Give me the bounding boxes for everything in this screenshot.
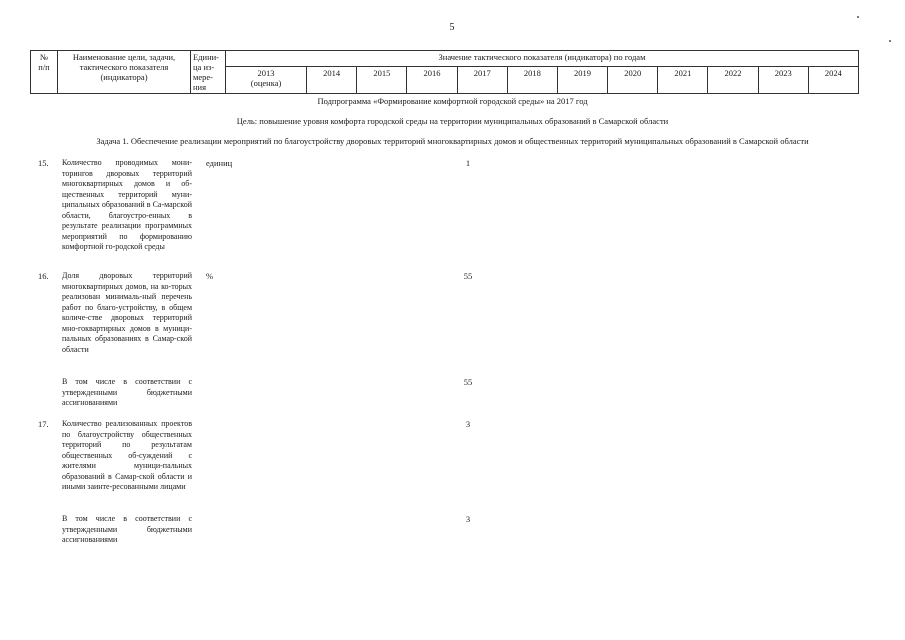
scan-speck bbox=[857, 16, 859, 18]
row-indicator-text: Доля дворовых территорий многоквартирных домов, на ко-торых реализован минималь-ный перечень работ по благо-устройству, в общем количе-стве дворовых территорий мно-гоквартирных домов в муници-пальных образованиях в Самар-ской области bbox=[62, 271, 192, 354]
row-number: 17. bbox=[38, 419, 49, 429]
year-2015: 2015 bbox=[357, 66, 407, 93]
name-header: Наименование цели, задачи, тактического показателя (индикатора) bbox=[58, 51, 191, 94]
row-indicator-text: Количество реализованных проектов по благоустройству общественных территорий по результатам общественных об-суждений с жителями муници-пальных образований в Самар-ской области и иными заинте-ресованными лицами bbox=[62, 419, 192, 491]
row-value-2017: 1 bbox=[465, 158, 471, 168]
page-number: 5 bbox=[449, 22, 455, 33]
year-2023: 2023 bbox=[758, 66, 808, 93]
row-indicator-text: В том числе в соответствии с утвержденными бюджетными ассигнованиями bbox=[62, 377, 192, 407]
row-unit: % bbox=[206, 271, 214, 281]
row-indicator-text: В том числе в соответствии с утвержденными бюджетными ассигнованиями bbox=[62, 514, 192, 544]
year-2024: 2024 bbox=[808, 66, 858, 93]
row-value-2017: 55 bbox=[463, 377, 473, 387]
row-value-2017: 55 bbox=[463, 271, 473, 281]
row-unit: единиц bbox=[206, 158, 233, 168]
year-2020: 2020 bbox=[608, 66, 658, 93]
subprogram-title: Подпрограмма «Формирование комфортной городской среды» на 2017 год bbox=[317, 96, 588, 106]
indicator-table-header bbox=[30, 50, 859, 94]
year-2022: 2022 bbox=[708, 66, 758, 93]
year-2014: 2014 bbox=[307, 66, 357, 93]
row-value-2017: 3 bbox=[465, 419, 471, 429]
values-header: Значение тактического показателя (индикатора) по годам bbox=[226, 51, 859, 67]
year-2019: 2019 bbox=[557, 66, 607, 93]
goal-text: Цель: повышение уровня комфорта городской среды на территории муниципальных образований в Самарской области bbox=[236, 116, 669, 126]
row-number: 16. bbox=[38, 271, 49, 281]
scan-speck bbox=[889, 40, 891, 42]
row-value-2017: 3 bbox=[465, 514, 471, 524]
year-2016: 2016 bbox=[407, 66, 457, 93]
unit-header: Едини- ца из- мере- ния bbox=[191, 51, 226, 94]
row-indicator-text: Количество проводимых мони-торингов дворовых территорий многоквартирных домов и об-щественных территорий муни-ципальных образований в Са-марской области, благоустро-енных в результате реализации программных мероприятий по формированию комфортной го-родской среды bbox=[62, 158, 192, 251]
year-2018: 2018 bbox=[507, 66, 557, 93]
row-number: 15. bbox=[38, 158, 49, 168]
year-2013: 2013 (оценка) bbox=[226, 66, 307, 93]
year-2021: 2021 bbox=[658, 66, 708, 93]
task-text: Задача 1. Обеспечение реализации мероприятий по благоустройству дворовых территорий многоквартирных домов и общественных территорий муниципальных образований в Самарской области bbox=[96, 136, 809, 146]
year-2017: 2017 bbox=[457, 66, 507, 93]
num-header: № п/п bbox=[31, 51, 58, 94]
